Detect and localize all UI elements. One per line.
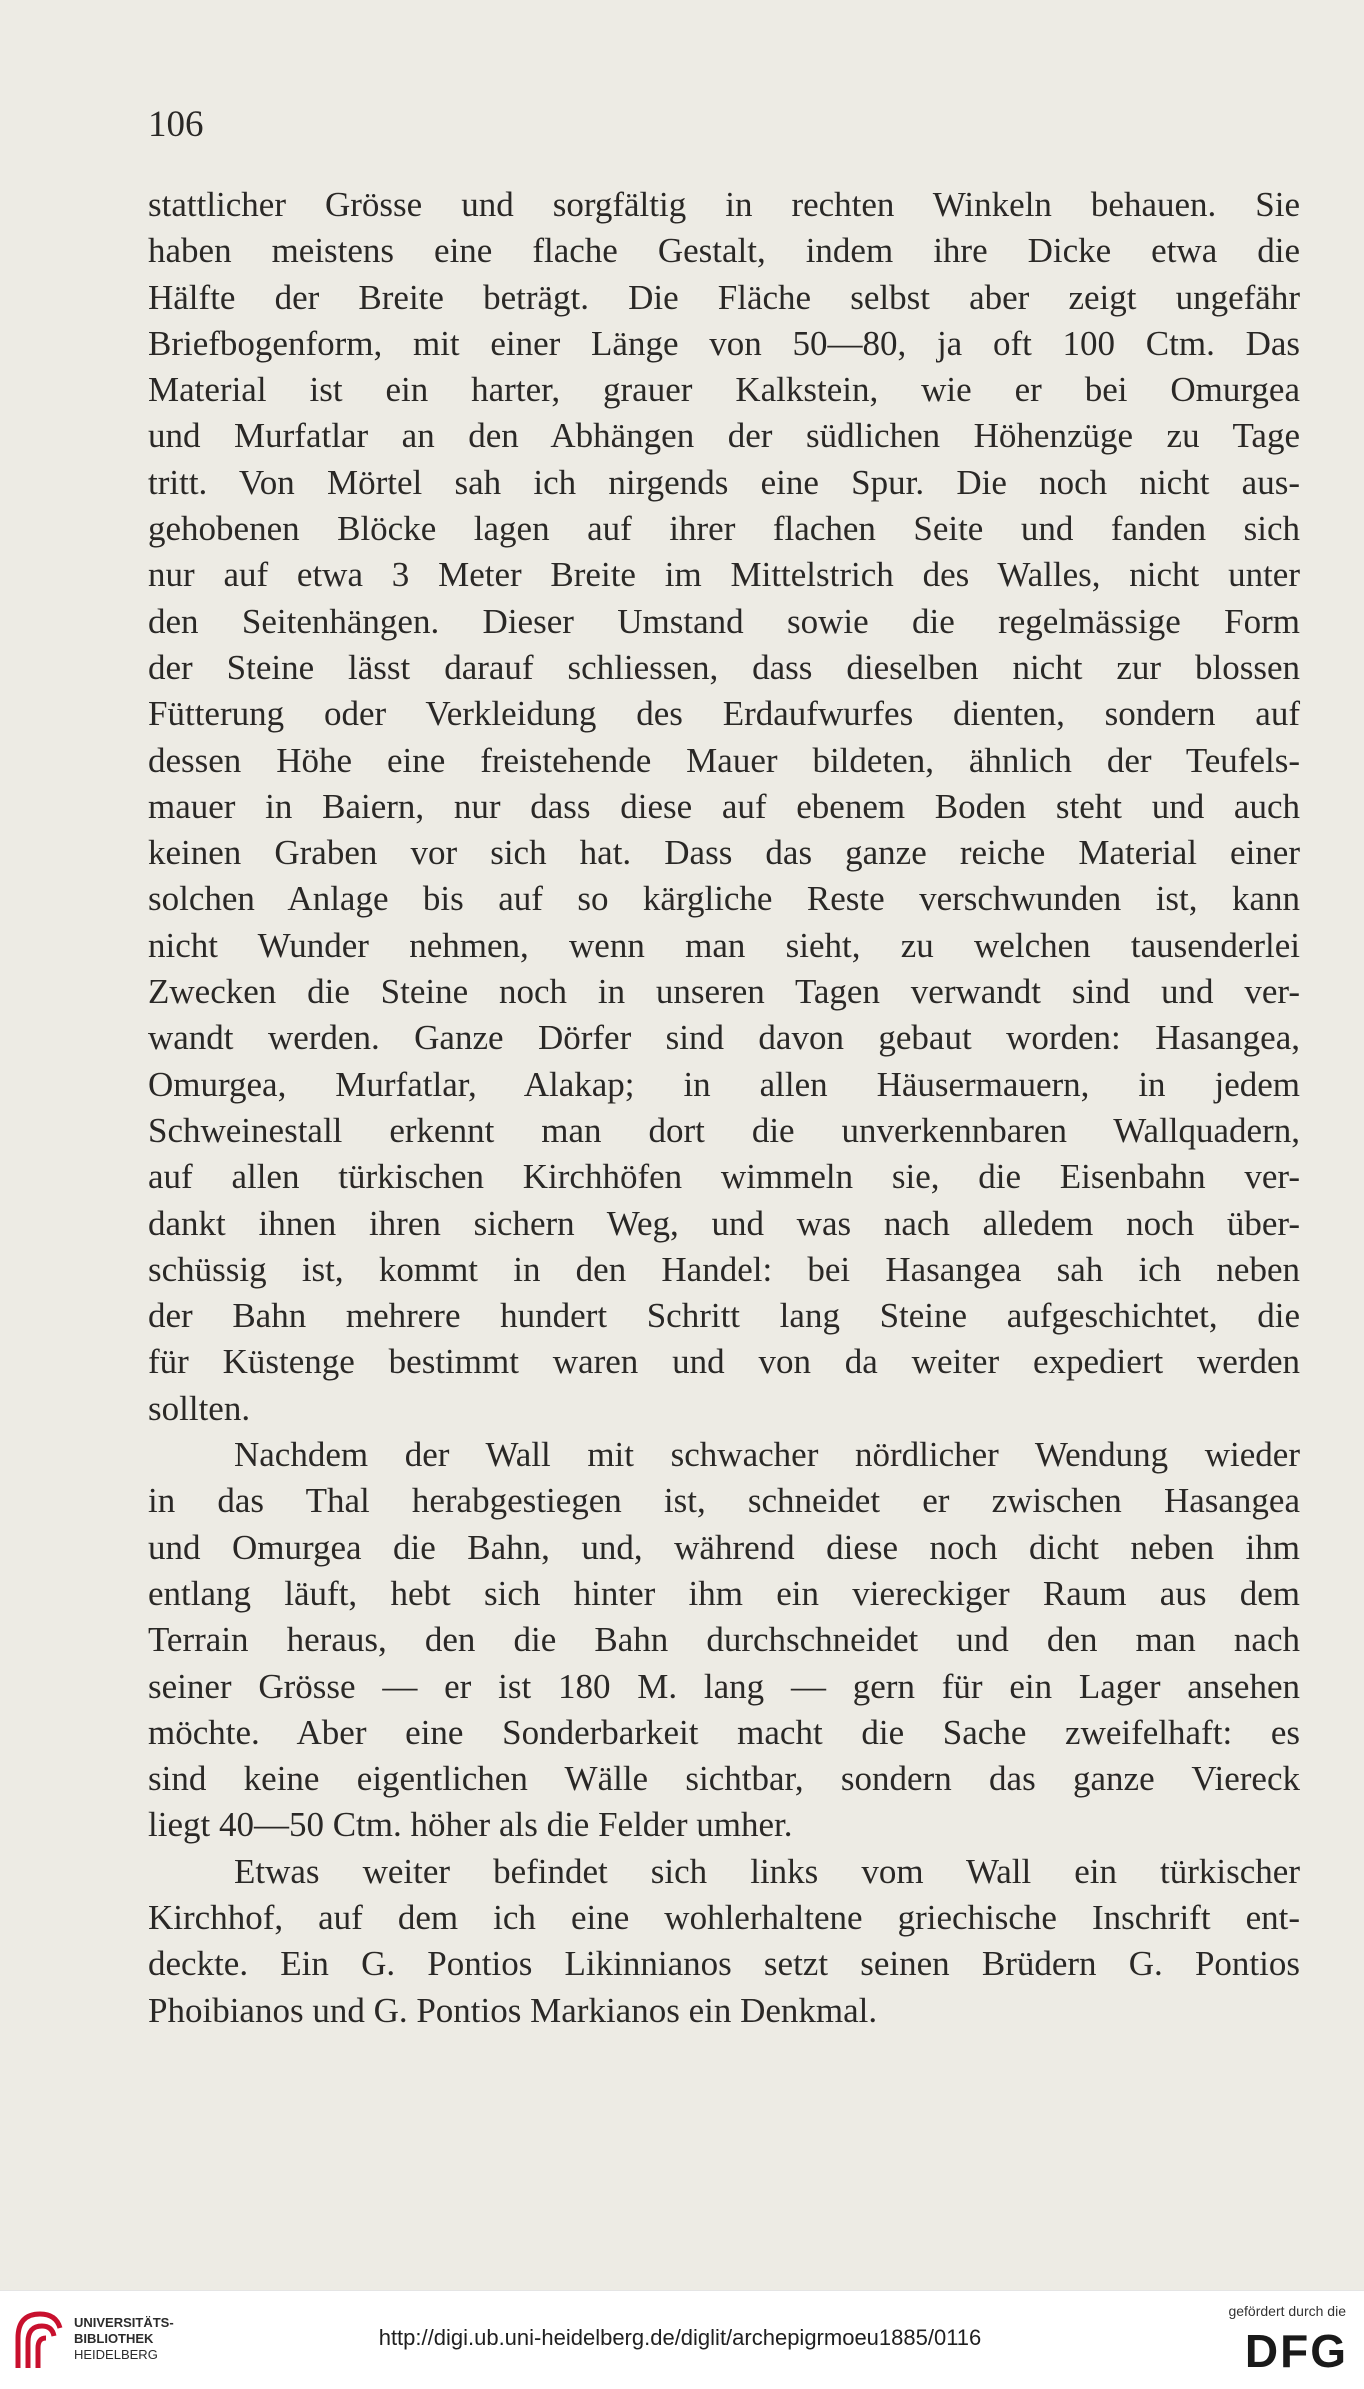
text-line: tritt. Von Mörtel sah ich nirgends eine Spur. Die noch nicht aus- bbox=[148, 462, 1300, 502]
text-line: der Steine lässt darauf schliessen, dass dieselben nicht zur blossen bbox=[148, 647, 1300, 687]
text-line: Zwecken die Steine noch in unseren Tagen verwandt sind und ver- bbox=[148, 972, 1300, 1012]
text-line: und Murfatlar an den Abhängen der südlichen Höhenzüge zu Tage bbox=[148, 416, 1300, 456]
text-line: nur auf etwa 3 Meter Breite im Mittelstrich des Walles, nicht unter bbox=[148, 555, 1300, 595]
text-line: Fütterung oder Verkleidung des Erdaufwurfes dienten, sondern auf bbox=[148, 694, 1300, 734]
text-line: seiner Grösse — er ist 180 M. lang — gern für ein Lager ansehen bbox=[148, 1666, 1300, 1706]
text-line: keinen Graben vor sich hat. Dass das ganze reiche Material einer bbox=[148, 833, 1300, 873]
text-line: Schweinestall erkennt man dort die unverkennbaren Wallquadern, bbox=[148, 1110, 1300, 1150]
text-line: deckte. Ein G. Pontios Likinnianos setzt seinen Brüdern G. Pontios bbox=[148, 1944, 1300, 1984]
text-line: dankt ihnen ihren sichern Weg, und was nach alledem noch über- bbox=[148, 1203, 1300, 1243]
text-line: und Omurgea die Bahn, und, während diese noch dicht neben ihm bbox=[148, 1527, 1300, 1567]
viewer-footer bbox=[0, 2290, 1364, 2389]
text-line: Terrain heraus, den die Bahn durchschneidet und den man nach bbox=[148, 1620, 1300, 1660]
text-line: Omurgea, Murfatlar, Alakap; in allen Häusermauern, in jedem bbox=[148, 1064, 1300, 1104]
text-line: dessen Höhe eine freistehende Mauer bildeten, ähnlich der Teufels- bbox=[148, 740, 1300, 780]
text-line: sollten. bbox=[148, 1388, 251, 1428]
text-line: den Seitenhängen. Dieser Umstand sowie die regelmässige Form bbox=[148, 601, 1300, 641]
text-line: auf allen türkischen Kirchhöfen wimmeln sie, die Eisenbahn ver- bbox=[148, 1157, 1300, 1197]
text-line-content: Etwas weiter befindet sich links vom Wall ein türkischer bbox=[234, 1851, 1300, 1891]
text-line: Phoibianos und G. Pontios Markianos ein Denkmal. bbox=[148, 1990, 878, 2030]
text-line: in das Thal herabgestiegen ist, schneidet er zwischen Hasangea bbox=[148, 1481, 1300, 1521]
text-line: entlang läuft, hebt sich hinter ihm ein viereckiger Raum aus dem bbox=[148, 1573, 1300, 1613]
page-number: 106 bbox=[148, 104, 204, 145]
permalink-url[interactable]: http://digi.ub.uni-heidelberg.de/diglit/archepigrmoeu1885/0116 bbox=[378, 2325, 982, 2350]
page-text bbox=[148, 182, 1300, 2034]
text-line: für Küstenge bestimmt waren und von da weiter expediert werden bbox=[148, 1342, 1300, 1382]
library-name bbox=[74, 2315, 174, 2363]
text-line bbox=[148, 1432, 1300, 1478]
text-line: Kirchhof, auf dem ich eine wohlerhaltene griechische Inschrift ent- bbox=[148, 1897, 1300, 1937]
library-name-line: UNIVERSITÄTS- bbox=[74, 2315, 174, 2330]
text-line: stattlicher Grösse und sorgfältig in rechten Winkeln behauen. Sie bbox=[148, 185, 1300, 224]
library-name-line: HEIDELBERG bbox=[74, 2347, 158, 2362]
text-line-content: Nachdem der Wall mit schwacher nördlicher Wendung wieder bbox=[234, 1435, 1300, 1475]
text-line: nicht Wunder nehmen, wenn man sieht, zu welchen tausenderlei bbox=[148, 925, 1300, 965]
text-line: möchte. Aber eine Sonderbarkeit macht die Sache zweifelhaft: es bbox=[148, 1712, 1300, 1752]
text-line: haben meistens eine flache Gestalt, indem ihre Dicke etwa die bbox=[148, 231, 1300, 271]
text-line: der Bahn mehrere hundert Schritt lang Steine aufgeschichtet, die bbox=[148, 1296, 1300, 1336]
library-name-line: BIBLIOTHEK bbox=[74, 2331, 154, 2346]
text-line: liegt 40—50 Ctm. höher als die Felder umher. bbox=[148, 1805, 793, 1845]
text-line: mauer in Baiern, nur dass diese auf ebenem Boden steht und auch bbox=[148, 786, 1300, 826]
text-line: solchen Anlage bis auf so kärgliche Reste verschwunden ist, kann bbox=[148, 879, 1300, 919]
text-line: wandt werden. Ganze Dörfer sind davon gebaut worden: Hasangea, bbox=[148, 1018, 1300, 1058]
text-line: gehobenen Blöcke lagen auf ihrer flachen Seite und fanden sich bbox=[148, 509, 1300, 549]
dfg-logo: DFG bbox=[1244, 2325, 1348, 2377]
text-line bbox=[148, 1849, 1300, 1895]
text-line: schüssig ist, kommt in den Handel: bei Hasangea sah ich neben bbox=[148, 1249, 1300, 1289]
text-line: Briefbogenform, mit einer Länge von 50—80, ja oft 100 Ctm. Das bbox=[148, 323, 1300, 363]
text-line: sind keine eigentlichen Wälle sichtbar, sondern das ganze Viereck bbox=[148, 1759, 1300, 1799]
heidelberg-logo-icon bbox=[14, 2308, 64, 2372]
text-line: Hälfte der Breite beträgt. Die Fläche selbst aber zeigt ungefähr bbox=[148, 277, 1300, 317]
text-line: Material ist ein harter, grauer Kalkstein, wie er bei Omurgea bbox=[148, 370, 1300, 410]
funding-label: gefördert durch die bbox=[1228, 2303, 1346, 2319]
